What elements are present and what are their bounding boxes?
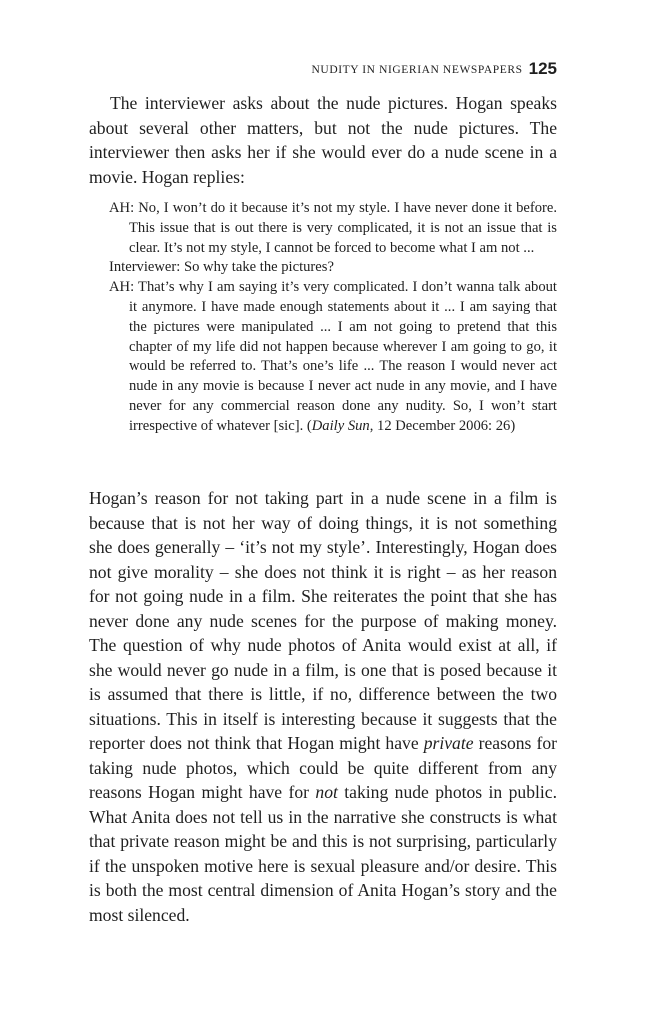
extract-turn xyxy=(109,258,557,278)
emphasis-not: not xyxy=(315,782,338,802)
emphasis-private: private xyxy=(423,733,474,753)
main-text: reasons for taking nude photos, which could be quite different from any reasons Hogan might have for xyxy=(89,733,557,802)
main-text: taking nude photos in public. What Anita does not tell us in the narrative she constructs is what that private reason might be and this is not surprising, particularly if the unspoken motive here is sexual pleasure and/or desire. This is both the most central dimension of Anita Hogan’s story and the most silenced. xyxy=(89,782,557,925)
turn-text: That’s why I am saying it’s very complicated. I don’t wanna talk about it anymore. I have made enough statements about it ... I am saying that the pictures were manipulated ... I am not going to pretend that this chapter of my life did not happen because wherever I am going to go, it would be referred to. That’s one’s life ... The reason I would never act nude in any movie is because I never act nude in any movie, and I have never for any commercial reason done any nudity. So, I won’t start irrespective of whatever [sic]. ( xyxy=(129,279,557,434)
page-number: 125 xyxy=(528,59,557,78)
main-text: Hogan’s reason for not taking part in a nude scene in a film is because that is not her way of doing things, it is not something she does generally – ‘it’s not my style’. Interestingly, Hogan does not give morality – she does not think it is right – as her reason for not going nude in a film. She reiterates the point that she has never done any nude scenes for the purpose of making money. The question of why nude photos of Anita would exist at all, if she would never go nude in a film, is one that is posed because it is assumed that there is little, if no, difference between the two situations. This in itself is interesting because it suggests that the reporter does not think that Hogan might have xyxy=(89,488,557,753)
turn-text: So why take the pictures? xyxy=(183,259,334,276)
speaker-label: AH: xyxy=(109,200,135,216)
speaker-label: AH: xyxy=(109,279,135,296)
intro-paragraph: The interviewer asks about the nude pictures. Hogan speaks about several other matters, but not the nude pictures. The interviewer then asks her if she would ever do a nude scene in a movie. Hogan replies: xyxy=(89,93,557,187)
source-citation: , 12 December 2006: 26) xyxy=(369,417,516,434)
extract-turn xyxy=(109,278,557,436)
extract-turn xyxy=(109,199,557,258)
interview-extract xyxy=(109,199,557,437)
speaker-label: Interviewer: xyxy=(109,259,181,276)
turn-text: No, I won’t do it because it’s not my style. I have never done it before. This issue that is out there is very complicated, it is not an issue that is clear. It’s not my style, I cannot be forced to become what I am not ... xyxy=(129,200,557,256)
source-publication: Daily Sun xyxy=(311,417,370,434)
running-head-title: NUDITY IN NIGERIAN NEWSPAPERS xyxy=(311,64,523,76)
main-paragraph xyxy=(89,486,557,927)
running-head xyxy=(89,60,557,79)
